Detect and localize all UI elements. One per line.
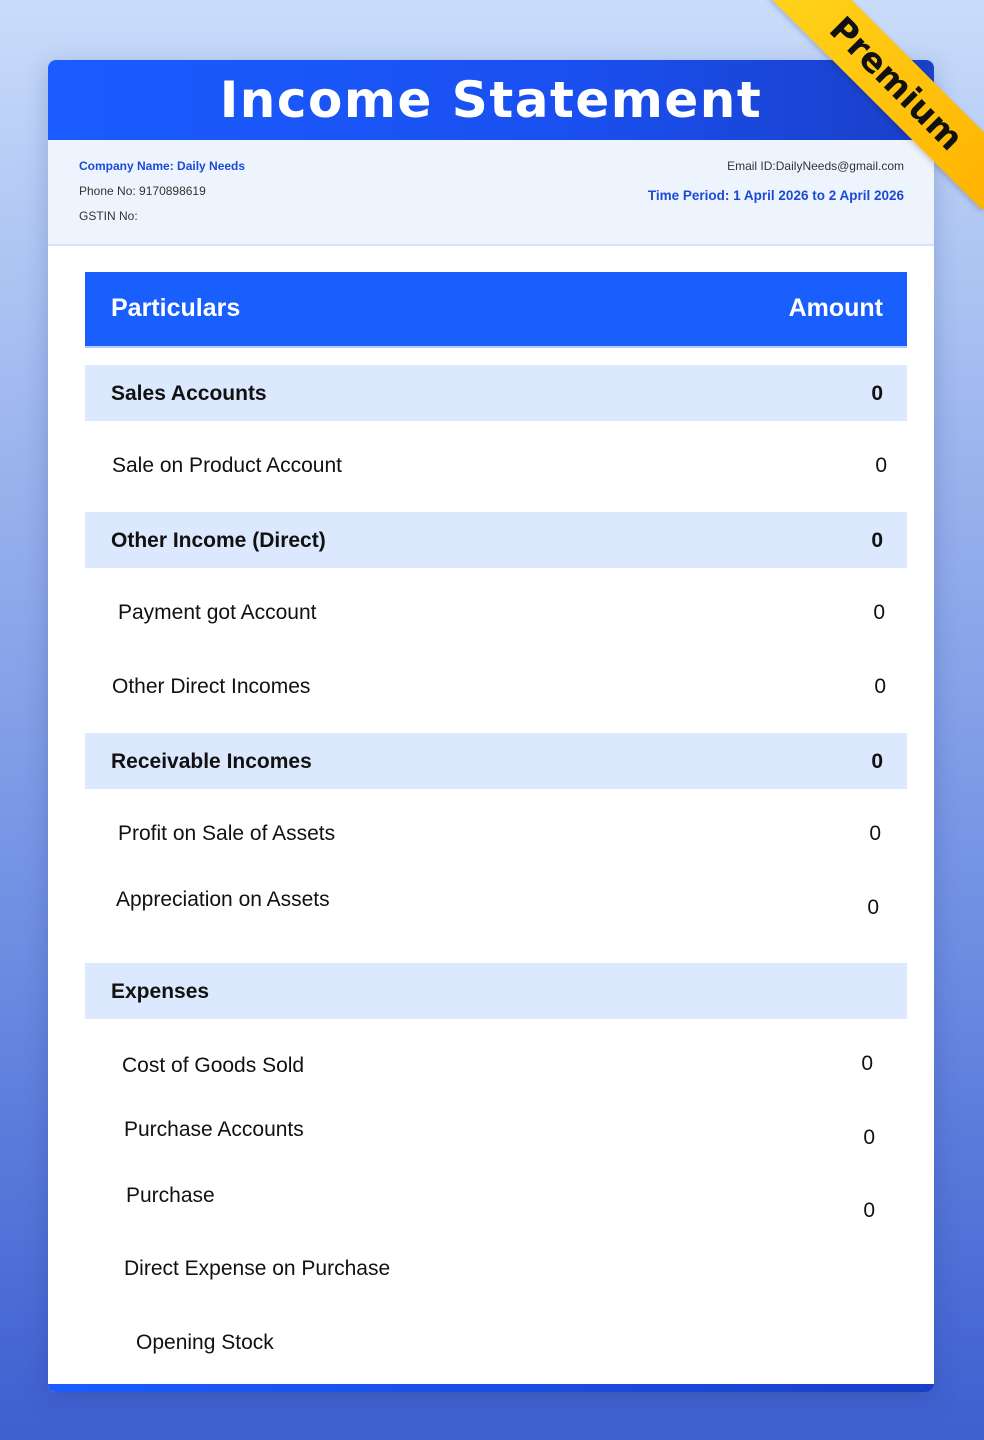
item-amount: 0: [869, 822, 881, 845]
item-amount: 0: [873, 601, 885, 624]
group-expenses: [85, 963, 907, 1019]
company-gstin: GSTIN No:: [79, 209, 138, 223]
item-amount: 0: [863, 1126, 875, 1149]
income-statement-card: [48, 60, 934, 1392]
group-amount: 0: [871, 382, 883, 405]
item-label: Payment got Account: [118, 601, 317, 624]
item-amount: 0: [863, 1199, 875, 1222]
item-label: Other Direct Incomes: [112, 675, 311, 698]
group-title: Other Income (Direct): [111, 529, 326, 552]
item-label: Opening Stock: [136, 1331, 274, 1354]
bottom-accent-bar: [48, 1384, 934, 1392]
group-title: Receivable Incomes: [111, 750, 312, 773]
item-label: Sale on Product Account: [112, 454, 342, 477]
premium-ribbon: [754, 0, 984, 230]
table-header: [85, 272, 907, 348]
page-title: Income Statement: [219, 71, 763, 129]
company-phone: Phone No: 9170898619: [79, 184, 206, 198]
time-period: Time Period: 1 April 2026 to 2 April 2026: [647, 188, 904, 203]
item-label: Purchase Accounts: [124, 1118, 304, 1141]
group-amount: 0: [871, 750, 883, 773]
item-amount: 0: [874, 675, 886, 698]
item-label: Purchase: [126, 1184, 215, 1207]
premium-badge: Premium: [770, 0, 984, 210]
header-amount: Amount: [788, 294, 883, 322]
item-label: Cost of Goods Sold: [122, 1054, 305, 1077]
group-other-income-direct: [85, 512, 907, 568]
group-title: Sales Accounts: [111, 382, 267, 405]
item-amount: 0: [861, 1052, 873, 1075]
company-name: Company Name: Daily Needs: [79, 159, 246, 173]
item-label: Profit on Sale of Assets: [118, 822, 336, 845]
item-amount: 0: [867, 896, 879, 919]
item-label: Appreciation on Assets: [116, 888, 330, 911]
item-amount: 0: [875, 454, 887, 477]
header-particulars: Particulars: [111, 294, 241, 322]
company-email: Email ID:DailyNeeds@gmail.com: [727, 159, 904, 173]
item-label: Direct Expense on Purchase: [124, 1257, 391, 1280]
group-title: Expenses: [111, 980, 210, 1003]
group-sales-accounts: [85, 365, 907, 421]
group-amount: 0: [871, 529, 883, 552]
group-receivable-incomes: [85, 733, 907, 789]
